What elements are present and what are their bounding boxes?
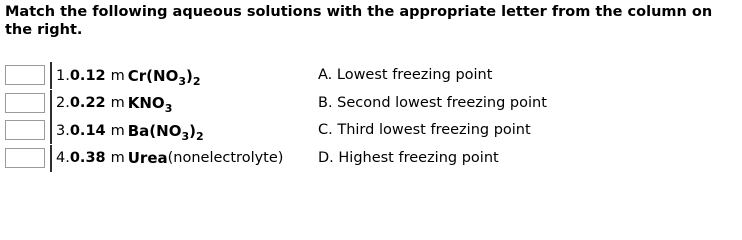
choice-label: A. Lowest freezing point: [318, 67, 493, 83]
solution-item: [50, 117, 204, 144]
item-unit: m: [110, 95, 125, 111]
choice-label: C. Third lowest freezing point: [318, 122, 531, 138]
solution-item: [50, 62, 201, 89]
item-formula: $Ba(NO_3)_2$: [127, 121, 204, 143]
choice-label: D. Highest freezing point: [318, 149, 499, 166]
answer-input[interactable]: [5, 120, 45, 140]
matching-row: [5, 118, 735, 146]
item-formula: $KNO_3$: [127, 94, 173, 115]
item-number: 2.: [56, 95, 70, 111]
answer-input[interactable]: [5, 65, 45, 85]
item-unit: m: [110, 67, 125, 84]
question-text: Match the following aqueous solutions with the appropriate letter from the column on the right.: [5, 4, 713, 38]
item-number: 4.: [56, 150, 70, 166]
matching-row: [5, 91, 735, 119]
answer-input[interactable]: [5, 93, 45, 113]
solution-item: [50, 90, 172, 117]
matching-row: [5, 146, 735, 174]
item-formula: $Cr(NO_3)_2$: [127, 66, 201, 88]
solution-item: [50, 145, 283, 172]
item-unit: m: [110, 150, 125, 166]
item-molality: 0.12: [69, 67, 106, 84]
item-molality: 0.22: [69, 95, 106, 111]
answer-input[interactable]: [5, 148, 45, 168]
matching-table: [5, 63, 735, 173]
matching-row: [5, 63, 735, 91]
choice-label: B. Second lowest freezing point: [318, 94, 547, 111]
item-molality: 0.14: [69, 122, 106, 139]
item-molality: 0.38: [69, 150, 106, 166]
item-note: (nonelectrolyte): [167, 150, 284, 166]
item-formula: Urea: [127, 149, 168, 167]
item-number: 3.: [56, 122, 70, 139]
item-unit: m: [110, 122, 125, 139]
item-number: 1.: [56, 67, 70, 84]
